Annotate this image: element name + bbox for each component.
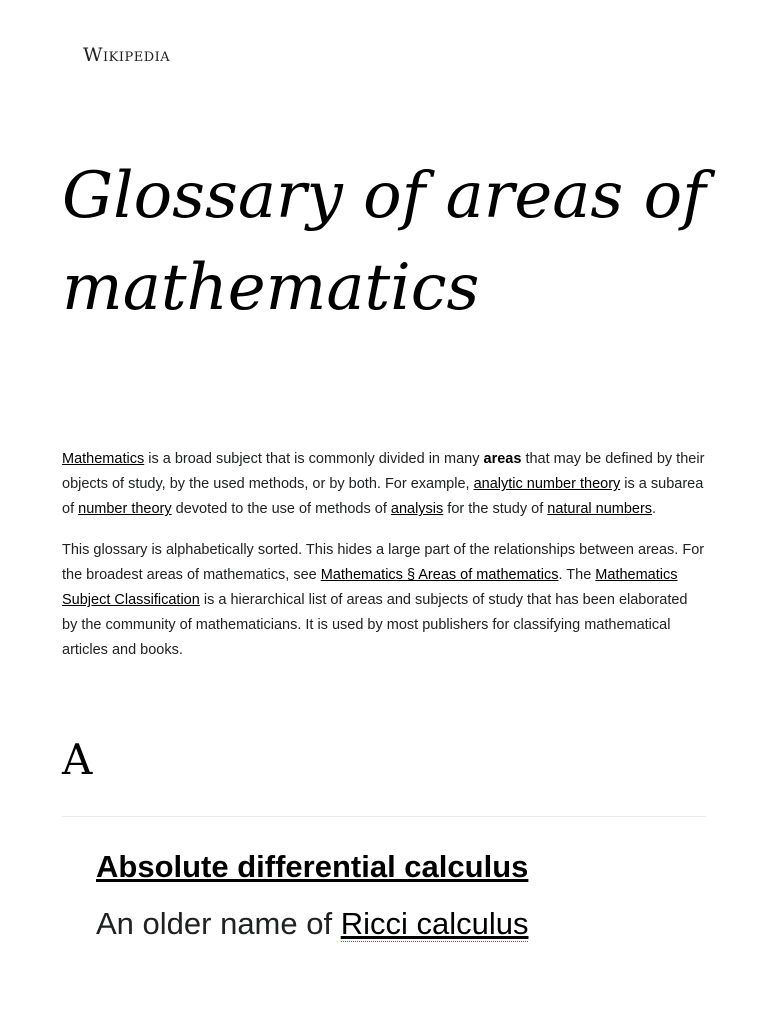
- link-mathematics-subject-classification[interactable]: Mathematics Subject Classification: [62, 566, 678, 609]
- link-analytic-number-theory[interactable]: analytic number theory: [473, 476, 621, 493]
- page-title: Glossary of areas of mathematics: [62, 159, 706, 325]
- glossary-definition: An older name of Ricci calculus: [96, 906, 529, 941]
- link-mathematics[interactable]: Mathematics: [62, 451, 145, 467]
- wikipedia-logo[interactable]: Wikipedia: [83, 44, 171, 66]
- intro-paragraph-2: This glossary is alphabetically sorted. This hides a large part of the relationships between areas. For the broadest areas of mathematics, see Mathematics § Areas of mathematics. The Mathematics Subject Classification is a hierarchical list of areas and subjects of study that has been elaborated by the community of mathematicians. It is used by most publishers for classifying mathematical articles and books.: [62, 541, 705, 659]
- link-analysis[interactable]: analysis: [390, 501, 444, 518]
- bold-areas: areas: [483, 451, 522, 467]
- glossary-term: [96, 846, 528, 888]
- intro-paragraph-1: Mathematics is a broad subject that is commonly divided in many areas that may be defined by their objects of study, by the used methods, or by both. For example, analytic number theory is a subarea of number theory devoted to the use of methods of analysis for the study of natural numbers.: [62, 451, 705, 518]
- link-natural-numbers[interactable]: natural numbers: [547, 501, 653, 518]
- section-heading-a[interactable]: A: [62, 735, 93, 784]
- link-number-theory[interactable]: number theory: [78, 501, 172, 518]
- section-divider: [62, 816, 706, 817]
- link-areas-of-mathematics[interactable]: Mathematics § Areas of mathematics: [320, 566, 559, 583]
- link-ricci-calculus[interactable]: Ricci calculus: [340, 906, 529, 941]
- article-intro: [62, 447, 706, 679]
- term-link-absolute-differential-calculus[interactable]: Absolute differential calculus: [96, 849, 529, 884]
